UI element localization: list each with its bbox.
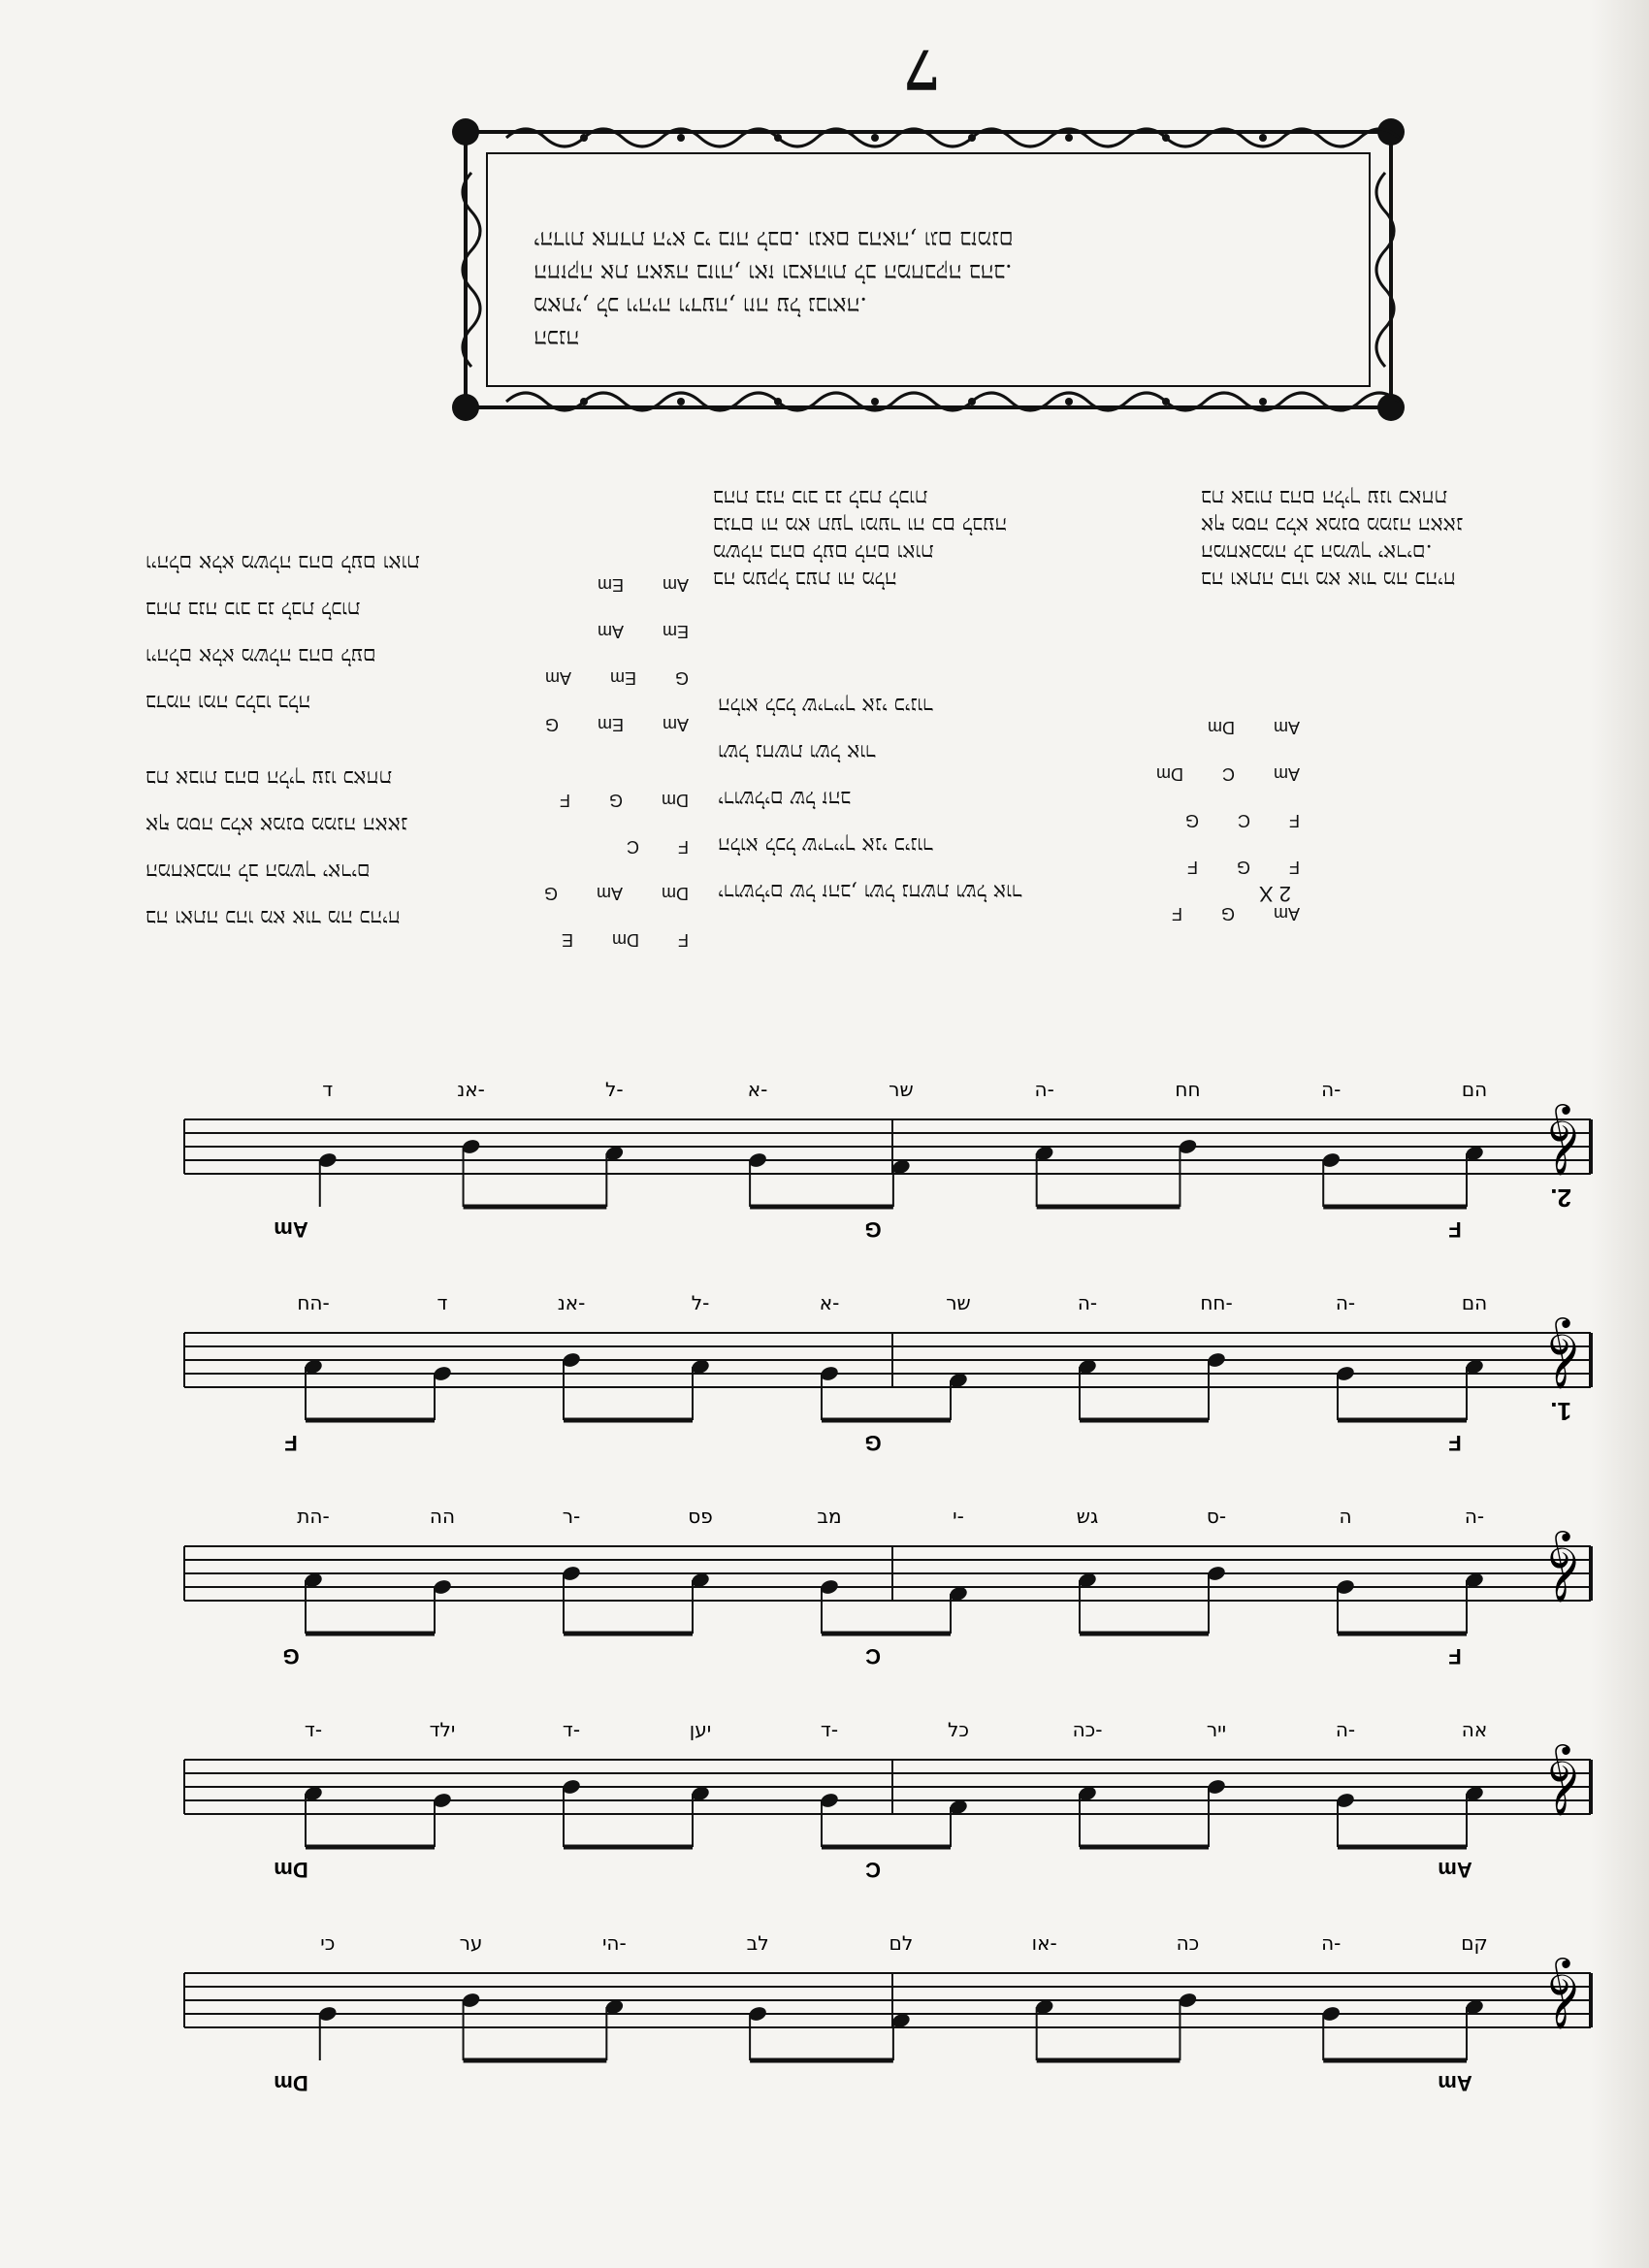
ornamental-frame [448, 114, 1408, 425]
lyric-syllable: הי- [601, 1931, 627, 1955]
chord-line [146, 791, 689, 810]
lyric-line: אף מסה כלא אמנס ממנה האאנ [146, 812, 408, 836]
treble-clef-icon: 𝄞 [1547, 1107, 1583, 1178]
lyric-line: ויהלם אלא משלה בהם לעם ואות [146, 550, 420, 574]
lyric-syllable: גש [1076, 1505, 1099, 1528]
lyric-syllable: ל- [691, 1291, 710, 1314]
chord-symbol: Am [544, 668, 571, 688]
chord-symbol: Dm [662, 791, 689, 810]
chord-symbol: G [608, 791, 623, 810]
chord-symbol: G [1220, 904, 1235, 923]
lyric-syllable: ד- [820, 1718, 839, 1741]
staff-chord: F [1448, 1431, 1462, 1455]
chord-symbol: Em [598, 575, 624, 595]
staff-system [165, 1698, 1610, 1892]
lyric-syllable: אנ- [557, 1291, 586, 1314]
chord-line [718, 811, 1300, 830]
staff-chord: F [1448, 1217, 1462, 1242]
staff-chord: G [864, 1431, 882, 1455]
chord-symbol: F [1186, 858, 1198, 877]
lyric-syllable: לם [889, 1931, 914, 1955]
chord-line [146, 837, 689, 857]
chord-symbol: F [559, 791, 570, 810]
chord-symbol: G [543, 884, 558, 903]
staff-chord: C [865, 1644, 881, 1669]
lyric-syllable: אה [1461, 1718, 1488, 1741]
staff-system [165, 1057, 1610, 1251]
chord-line [146, 930, 689, 950]
lyric-syllable: שר [889, 1078, 914, 1101]
lyric-line: בהת בנה כוב בנ לבת לכות [146, 597, 361, 621]
lyric-syllable: הה [429, 1505, 456, 1528]
staff-chord: Am [1438, 1858, 1472, 1882]
lyric-line: הלוא לכל שירייך אני כינור [718, 693, 933, 717]
lyric-syllable: קם [1461, 1931, 1488, 1955]
chord-symbol: Dm [1208, 718, 1235, 737]
intro-line: מאתי, לכ ויהיה וידעה, וזה על נבואה. [534, 292, 868, 319]
staff-chord: F [284, 1431, 298, 1455]
chord-symbol: Am [1274, 764, 1300, 784]
treble-clef-icon: 𝄞 [1547, 1960, 1583, 2031]
staff-chord: G [282, 1644, 300, 1669]
chord-symbol: E [561, 930, 573, 950]
lyrics-middle-bottom [718, 691, 1300, 923]
lyric-syllable: ה- [1335, 1291, 1356, 1314]
lyric-syllable: כה [1176, 1931, 1200, 1955]
lyric-syllable: ה- [1034, 1078, 1054, 1101]
chord-symbol: Am [663, 715, 689, 734]
lyric-syllable: כל [948, 1718, 969, 1741]
lyrics-left-column [146, 548, 689, 950]
lyric-line: אף מסה כלא אמנס ממנה האאנ [1201, 512, 1464, 536]
lyric-line: בגדם וה מא תעך ומער וה כם לבעה [713, 512, 1008, 536]
staff-chord: Am [274, 1217, 308, 1242]
staff-system [165, 1271, 1610, 1465]
chord-symbol: G [1236, 858, 1250, 877]
lyric-syllable: ר- [562, 1505, 581, 1528]
lyric-line: בת אבות בהם הליך ענו כאחת [146, 765, 392, 790]
lyric-syllable: הם [1461, 1078, 1488, 1101]
chord-symbol: Dm [662, 884, 689, 903]
chord-line [146, 575, 689, 595]
chord-symbol: G [544, 715, 559, 734]
lyric-line: בדמה ומה כלבו בלה [146, 690, 311, 714]
lyric-line: בת אבות בהם הליך ענו כאחת [1201, 485, 1447, 509]
chord-symbol: Am [1274, 904, 1300, 923]
treble-clef-icon: 𝄞 [1547, 1320, 1583, 1391]
chord-symbol: G [1184, 811, 1199, 830]
staff-system [165, 1911, 1610, 2105]
treble-clef-icon: 𝄞 [1547, 1747, 1583, 1818]
lyric-syllable: ד- [304, 1718, 323, 1741]
lyric-syllable: ד- [562, 1718, 581, 1741]
lyric-line: ירושלים של זהב [718, 786, 851, 810]
lyric-syllable: שר [946, 1291, 971, 1314]
chord-line [146, 622, 689, 641]
lyric-syllable: ד [436, 1291, 448, 1314]
lyric-syllable: אנ- [457, 1078, 485, 1101]
lyric-syllable: או- [1031, 1931, 1057, 1955]
lyric-line: בה מעקל בעת וה מלה [713, 567, 897, 591]
chord-line [718, 764, 1300, 784]
lyric-line: בה ואתה כהו מא אוד מה כהיח [1201, 567, 1456, 591]
lyric-syllable: פס [688, 1505, 713, 1528]
treble-clef-icon: 𝄞 [1547, 1534, 1583, 1604]
staff-chord: C [865, 1858, 881, 1882]
chord-symbol: F [1289, 858, 1300, 877]
chord-line [146, 884, 689, 903]
lyric-syllable: ל- [605, 1078, 624, 1101]
repeat-mark: 2 X [1259, 882, 1292, 906]
staff-system [165, 1484, 1610, 1678]
staff-chord: G [864, 1217, 882, 1242]
lyric-syllable: לב [746, 1931, 769, 1955]
staff-chord: Dm [274, 1858, 308, 1882]
lyric-syllable: הם [1461, 1291, 1488, 1314]
lyric-line: ושל נחשת ושל אור [718, 739, 876, 763]
lyric-syllable: א- [819, 1291, 840, 1314]
chord-symbol: Dm [1156, 764, 1183, 784]
lyrics-right-column [1201, 483, 1608, 592]
lyric-syllable: הת- [297, 1505, 330, 1528]
lyric-syllable: י- [953, 1505, 964, 1528]
chord-symbol: Em [663, 622, 689, 641]
staff-chord: F [1448, 1644, 1462, 1669]
chord-line [718, 858, 1300, 877]
lyric-syllable: ה- [1464, 1505, 1485, 1528]
chord-symbol: Em [598, 715, 624, 734]
lyric-line: הלוא לכל שירייך אני כינור [718, 832, 933, 857]
lyric-line: משלה בהם לעם להם ואות [713, 539, 934, 564]
lyric-syllable: ייר [1206, 1718, 1227, 1741]
chord-symbol: Am [598, 622, 624, 641]
lyric-syllable: ה- [1321, 1078, 1342, 1101]
chord-symbol: Dm [612, 930, 639, 950]
volta-label: 1. [1550, 1397, 1571, 1426]
lyric-syllable: ילד [429, 1718, 456, 1741]
lyric-syllable: הח- [297, 1291, 330, 1314]
chord-symbol: F [678, 837, 689, 857]
lyric-syllable: ס- [1206, 1505, 1227, 1528]
chord-symbol: C [1238, 811, 1250, 830]
intro-line: הכנה [534, 325, 580, 352]
lyric-line: בה ואתה כהו מא אוד מה כהיח [146, 905, 401, 929]
lyric-line: ויהלם אלא משלה בהם לעם [146, 643, 376, 667]
lyric-line: ירושלים של זהב, ושל נחשת ושל אור [718, 879, 1022, 903]
lyric-syllable: יען [689, 1718, 712, 1741]
staff-chord: Am [1438, 2071, 1472, 2095]
chord-symbol: C [1222, 764, 1235, 784]
lyric-syllable: חח- [1200, 1291, 1233, 1314]
lyric-syllable: כה- [1072, 1718, 1103, 1741]
intro-line: החזקה את האצה בזוה, ואז ובאהות לב המחבקה בהב. [534, 259, 1013, 286]
lyric-syllable: ה [1339, 1505, 1352, 1528]
lyric-line: המחאכמה לב המשך יארים [146, 859, 371, 883]
intro-text [534, 190, 1339, 355]
chord-symbol: F [678, 930, 689, 950]
chord-line [718, 904, 1300, 923]
chord-symbol: F [1171, 904, 1182, 923]
chord-symbol: G [674, 668, 689, 688]
lyric-line: בהת בנה כוב בנ לבת לכות [713, 485, 928, 509]
lyric-syllable: א- [747, 1078, 768, 1101]
chord-symbol: Am [663, 575, 689, 595]
chord-symbol: Am [597, 884, 623, 903]
page-number: 7 [902, 37, 941, 101]
chord-line [146, 715, 689, 734]
chord-symbol: C [627, 837, 639, 857]
lyric-syllable: ער [459, 1931, 483, 1955]
lyric-syllable: ד [322, 1078, 334, 1101]
lyric-line: המחאכמה לב המשך יארים. [1201, 539, 1433, 564]
chord-symbol: F [1289, 811, 1300, 830]
staff-chord: Dm [274, 2071, 308, 2095]
chord-line [146, 668, 689, 688]
lyric-syllable: ה- [1335, 1718, 1356, 1741]
chord-symbol: Am [1274, 718, 1300, 737]
lyric-syllable: חח [1175, 1078, 1201, 1101]
lyric-syllable: מב [817, 1505, 842, 1528]
intro-line: יהדות אחדת היא כי בזה לבם. ונאם בהאה, וגם בזמנם [534, 226, 1014, 253]
chord-symbol: Em [609, 668, 636, 688]
lyric-syllable: ה- [1321, 1931, 1342, 1955]
lyrics-middle-top [713, 483, 1159, 592]
lyric-syllable: ה- [1077, 1291, 1098, 1314]
lyric-syllable: כי [320, 1931, 336, 1955]
chord-line [718, 718, 1300, 737]
volta-label: 2. [1550, 1183, 1571, 1213]
